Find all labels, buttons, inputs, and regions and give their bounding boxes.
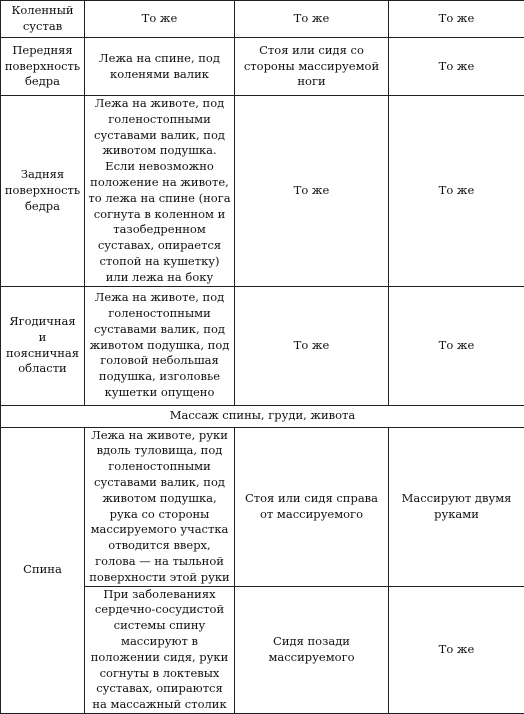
- patient-position-cell: Лежа на животе, руки вдоль туловища, под голеностопными суставами валик, под животом подушка, рука со стороны массируемого участка отводится вверх, голова — на тыльной поверхности этой руки: [85, 427, 235, 586]
- masseur-position-cell: То же: [235, 286, 389, 405]
- masseur-position-cell: Стоя или сидя со стороны массируемой ноги: [235, 38, 389, 96]
- table-row: [1, 286, 524, 405]
- masseur-position-cell: То же: [235, 96, 389, 287]
- technique-cell: То же: [389, 96, 524, 287]
- masseur-position-cell: Сидя позади массируемого: [235, 586, 389, 713]
- patient-position-cell: Лежа на спине, под коленями валик: [85, 38, 235, 96]
- section-row: [1, 405, 524, 427]
- section-title: Массаж спины, груди, живота: [1, 405, 524, 427]
- patient-position-cell: При заболеваниях сердечно-сосудистой системы спину массируют в положении сидя, руки согнуты в локтевых суставах, опираются на массажный столик: [85, 586, 235, 713]
- patient-position-cell: То же: [85, 1, 235, 38]
- technique-cell: Массируют двумя руками: [389, 427, 524, 586]
- region-cell: Передняя поверхность бедра: [1, 38, 85, 96]
- region-cell: Коленный сустав: [1, 1, 85, 38]
- technique-cell: То же: [389, 38, 524, 96]
- table-row: [1, 38, 524, 96]
- technique-cell: То же: [389, 586, 524, 713]
- technique-cell: То же: [389, 1, 524, 38]
- patient-position-cell: Лежа на животе, под голеностопными суставами валик, под животом подушка, под головой небольшая подушка, изголовье кушетки опущено: [85, 286, 235, 405]
- masseur-position-cell: То же: [235, 1, 389, 38]
- table-row: [1, 1, 524, 38]
- table-row: [1, 96, 524, 287]
- region-cell: Ягодичная и поясничная области: [1, 286, 85, 405]
- table-row: [1, 427, 524, 586]
- technique-cell: То же: [389, 286, 524, 405]
- region-cell: Спина: [1, 427, 85, 713]
- masseur-position-cell: Стоя или сидя справа от массируемого: [235, 427, 389, 586]
- patient-position-cell: Лежа на животе, под голеностопными суставами валик, под животом подушка. Если невозможно положение на животе, то лежа на спине (нога согнута в коленном и тазобедренном суставах, опирается стопой на кушетку) или лежа на боку: [85, 96, 235, 287]
- region-cell: Задняя поверхность бедра: [1, 96, 85, 287]
